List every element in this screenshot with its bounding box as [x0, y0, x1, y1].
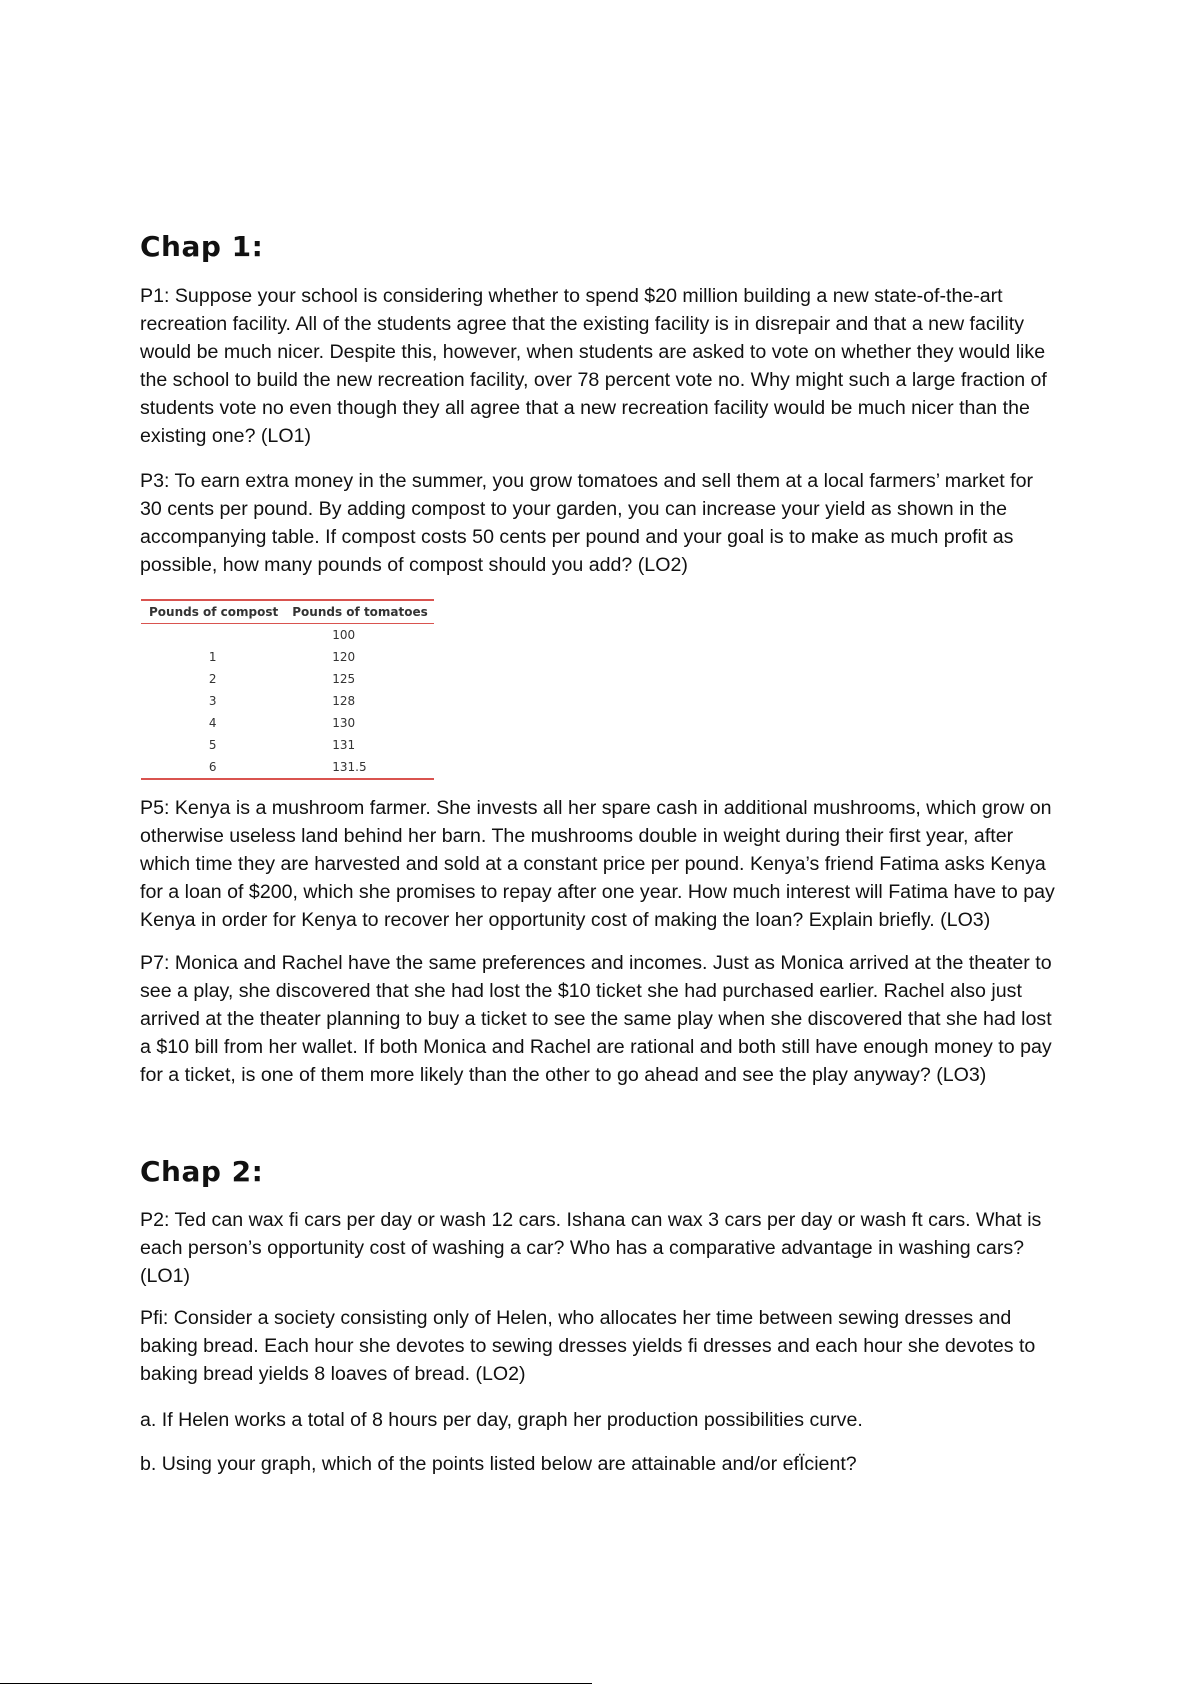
- chap1-heading: Chap 1:: [140, 230, 264, 263]
- problem-p1: P1: Suppose your school is considering whether to spend $20 million building a new state-of-the-art recreation facility. All of the students agree that the existing facility is in disrepair and that a new facility would be much nicer. Despite this, however, when students are asked to vote on whether they would like the school to build the new recreation facility, over 78 percent vote no. Why might such a large fraction of students vote no even though they all agree that a new recreation facility would be much nicer than the existing one? (LO1): [140, 285, 1047, 447]
- table-cell: 4: [208, 716, 217, 730]
- table-cell: 130: [332, 716, 356, 730]
- problem-part-a: a. If Helen works a total of 8 hours per day, graph her production possibilities curve.: [140, 1409, 863, 1431]
- problem-part-b: b. Using your graph, which of the points listed below are attainable and/or efÏcient?: [140, 1453, 857, 1475]
- column-header-tomatoes: Pounds of tomatoes: [284, 600, 434, 624]
- table-cell: 131.5: [332, 760, 367, 774]
- table-row: [141, 712, 434, 734]
- table-row: [141, 734, 434, 756]
- table-row: [141, 690, 434, 712]
- table-cell: 3: [208, 694, 217, 708]
- table-cell: 5: [208, 738, 217, 752]
- problem-p2: P2: Ted can wax ﬁ cars per day or wash 12 cars. Ishana can wax 3 cars per day or wash ft cars. What is each person’s opportunity cost of washing a car? Who has a comparative advantage in washing cars? (LO1): [140, 1209, 1042, 1287]
- table-row: [141, 646, 434, 668]
- table-row: [141, 624, 434, 647]
- table-row: [141, 756, 434, 779]
- table-cell: 131: [332, 738, 356, 752]
- table-cell: 120: [332, 650, 356, 664]
- chap2-heading: Chap 2:: [140, 1155, 264, 1188]
- table-header-row: [141, 600, 434, 624]
- table-cell: 100: [332, 628, 356, 642]
- table-cell: 128: [332, 694, 356, 708]
- footer-divider: [0, 1683, 592, 1684]
- problem-pfi: Pﬁ: Consider a society consisting only of Helen, who allocates her time between sewing dresses and baking bread. Each hour she devotes to sewing dresses yields ﬁ dresses and each hour she devotes to baking bread yields 8 loaves of bread. (LO2): [140, 1307, 1036, 1385]
- table-cell: [141, 624, 284, 647]
- compost-table: [141, 599, 434, 780]
- problem-p3: P3: To earn extra money in the summer, you grow tomatoes and sell them at a local farmers’ market for 30 cents per pound. By adding compost to your garden, you can increase your yield as shown in the accompanying table. If compost costs 50 cents per pound and your goal is to make as much profit as possible, how many pounds of compost should you add? (LO2): [140, 470, 1033, 576]
- problem-p7: P7: Monica and Rachel have the same preferences and incomes. Just as Monica arrived at the theater to see a play, she discovered that she had lost the $10 ticket she had purchased earlier. Rachel also just arrived at the theater planning to buy a ticket to see the same play when she discovered that she had lost a $10 bill from her wallet. If both Monica and Rachel are rational and both still have enough money to pay for a ticket, is one of them more likely than the other to go ahead and see the play anyway? (LO3): [140, 952, 1052, 1086]
- table-row: [141, 668, 434, 690]
- table-cell: 2: [208, 672, 217, 686]
- column-header-compost: Pounds of compost: [141, 600, 284, 624]
- table-cell: 125: [332, 672, 356, 686]
- table-cell: 1: [208, 650, 217, 664]
- table-cell: 6: [208, 760, 217, 774]
- problem-p5: P5: Kenya is a mushroom farmer. She invests all her spare cash in additional mushrooms, which grow on otherwise useless land behind her barn. The mushrooms double in weight during their first year, after which time they are harvested and sold at a constant price per pound. Kenya’s friend Fatima asks Kenya for a loan of $200, which she promises to repay after one year. How much interest will Fatima have to pay Kenya in order for Kenya to recover her opportunity cost of making the loan? Explain briefly. (LO3): [140, 797, 1055, 931]
